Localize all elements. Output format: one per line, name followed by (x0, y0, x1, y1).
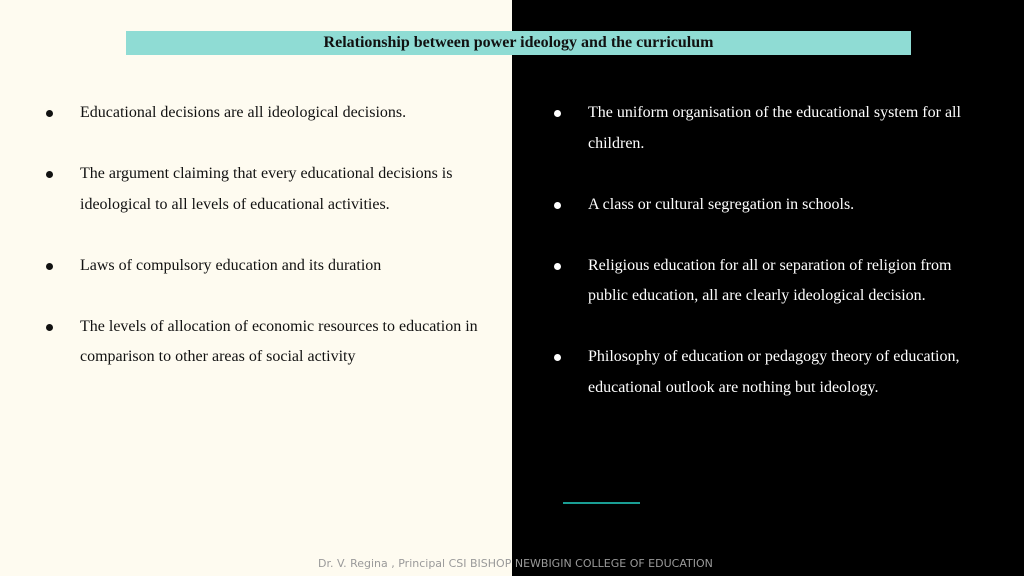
bullet-text: Educational decisions are all ideological decisions. (80, 104, 407, 121)
bullet-item (40, 312, 500, 373)
bullet-item (548, 98, 988, 159)
bullet-item (40, 251, 500, 282)
bullet-text: Laws of compulsory education and its duration (80, 256, 382, 274)
bullet-item (548, 342, 988, 403)
bullet-text: The levels of allocation of economic resources to education in comparison to other areas of social activity (80, 317, 478, 365)
bullet-text: The argument claiming that every educational decisions is ideological to all levels of educational activities. (80, 165, 453, 213)
slide-footer: Dr. V. Regina , Principal CSI BISHOP NEWBIGIN COLLEGE OF EDUCATION (318, 557, 713, 570)
right-bullet-list (548, 98, 988, 434)
bullet-item (40, 159, 500, 220)
bullet-text: Philosophy of education or pedagogy theory of education, educational outlook are nothing but ideology. (588, 348, 960, 396)
bullet-dot-icon (46, 110, 53, 117)
accent-divider (563, 502, 640, 504)
bullet-text: The uniform organisation of the educational system for all children. (588, 104, 961, 152)
bullet-dot-icon (46, 263, 53, 270)
bullet-text: A class or cultural segregation in schools. (588, 195, 855, 213)
bullet-dot-icon (46, 324, 53, 331)
bullet-dot-icon (46, 171, 53, 178)
bullet-dot-icon (554, 202, 561, 209)
title-bar (126, 31, 911, 55)
bullet-dot-icon (554, 110, 561, 117)
bullet-text: Religious education for all or separation of religion from public education, all are clearly ideological decision. (588, 256, 952, 304)
bullet-item (40, 98, 500, 129)
bullet-item (548, 251, 988, 312)
left-bullet-list (40, 98, 500, 403)
bullet-item (548, 190, 988, 221)
slide-title: Relationship between power ideology and the curriculum (323, 34, 714, 51)
bullet-dot-icon (554, 354, 561, 361)
bullet-dot-icon (554, 263, 561, 270)
